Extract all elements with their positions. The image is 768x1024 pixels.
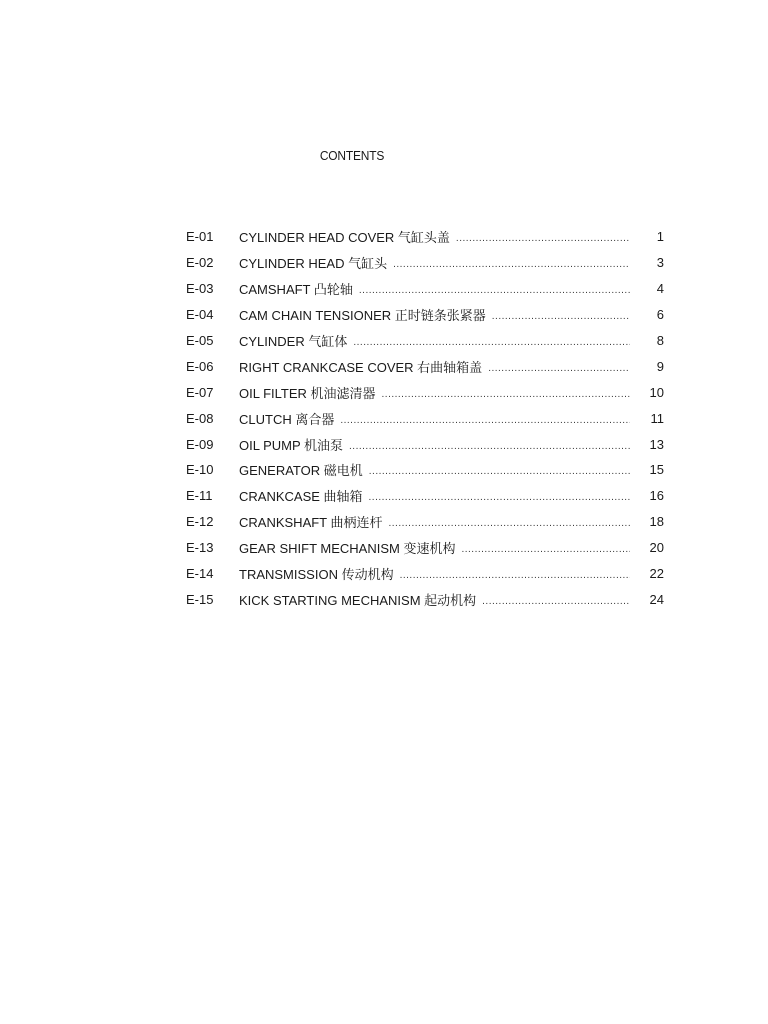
dot-leader [369,492,630,503]
toc-entry-code: E-06 [186,358,214,374]
dot-leader [369,466,630,477]
dot-leader [482,596,630,607]
dot-leader [400,570,630,581]
toc-entry-code: E-11 [186,488,213,504]
toc-entry-code: E-01 [186,229,214,245]
toc-entry-page: 6 [656,307,664,323]
toc-entry-code: E-10 [186,462,214,478]
toc-entry-title: GENERATOR 磁电机 [239,463,363,479]
toc-entry[interactable] [186,535,666,561]
toc-entry[interactable] [186,276,666,302]
toc-entry-title: CAM CHAIN TENSIONER 正时链条张紧器 [239,308,486,324]
toc-entry-page: 18 [649,514,664,530]
toc-entry-title: CYLINDER HEAD COVER 气缸头盖 [239,230,450,246]
toc-entry-title: OIL FILTER 机油滤清器 [239,385,376,401]
toc-entry-page: 22 [649,566,664,582]
page-title: CONTENTS [319,148,385,163]
toc-entry-title: CRANKSHAFT 曲柄连杆 [239,515,383,531]
toc-entry-title: TRANSMISSION 传动机构 [239,567,394,583]
toc-entry[interactable] [186,302,666,328]
toc-entry-title: CRANKCASE 曲轴箱 [239,489,363,505]
toc-entry[interactable] [186,224,666,250]
dot-leader [389,518,631,529]
toc-entry[interactable] [186,250,666,276]
toc-entry-page: 11 [650,410,664,426]
toc-entry-page: 8 [656,333,664,348]
dot-leader [340,415,630,426]
toc-entry-title: GEAR SHIFT MECHANISM 变速机构 [239,541,456,557]
toc-entry-title: CYLINDER HEAD 气缸头 [239,256,388,272]
toc-entry-code: E-04 [186,307,214,323]
toc-entry-title: OIL PUMP 机油泵 [239,437,344,453]
toc-entry-title: KICK STARTING MECHANISM 起动机构 [239,592,477,608]
dot-leader [359,285,630,296]
toc-entry-code: E-09 [186,436,214,452]
dot-leader [456,233,630,244]
dot-leader [488,363,630,374]
toc-entry-code: E-08 [186,410,214,426]
toc-entry-page: 4 [656,281,664,297]
dot-leader [492,311,630,322]
toc-entry-code: E-12 [186,514,214,530]
toc-entry-page: 13 [649,436,664,452]
toc-entry[interactable] [186,561,666,587]
toc-entry-page: 16 [649,488,664,504]
toc-entry-page: 24 [649,591,664,607]
toc-entry[interactable] [186,353,666,379]
toc-entry-page: 1 [656,229,664,245]
toc-entry-page: 3 [656,255,664,271]
table-of-contents [186,224,666,612]
toc-entry[interactable] [186,379,666,405]
toc-entry-code: E-15 [186,591,214,607]
toc-entry[interactable] [186,405,666,431]
dot-leader [353,337,630,348]
toc-entry-code: E-02 [186,255,214,271]
toc-entry-page: 10 [649,384,664,400]
dot-leader [393,259,630,270]
toc-entry-code: E-07 [186,384,214,400]
toc-entry-page: 15 [649,462,664,478]
toc-entry-code: E-03 [186,281,214,297]
dot-leader [349,441,630,452]
dot-leader [461,544,630,555]
toc-entry-title: CLUTCH 离合器 [239,411,335,427]
toc-entry[interactable] [186,509,666,535]
dot-leader [382,389,630,400]
toc-entry-title: CYLINDER 气缸体 [239,334,348,349]
toc-entry[interactable] [186,586,666,612]
toc-entry[interactable] [186,457,666,483]
toc-entry[interactable] [186,431,666,457]
toc-entry[interactable] [186,483,666,509]
toc-entry-title: CAMSHAFT 凸轮轴 [239,282,353,298]
toc-entry-code: E-05 [186,333,214,348]
toc-entry[interactable] [186,328,666,354]
toc-entry-page: 9 [656,358,664,374]
toc-entry-page: 20 [649,540,664,556]
toc-entry-code: E-14 [186,566,214,582]
toc-entry-code: E-13 [186,540,214,556]
toc-entry-title: RIGHT CRANKCASE COVER 右曲轴箱盖 [239,359,483,375]
